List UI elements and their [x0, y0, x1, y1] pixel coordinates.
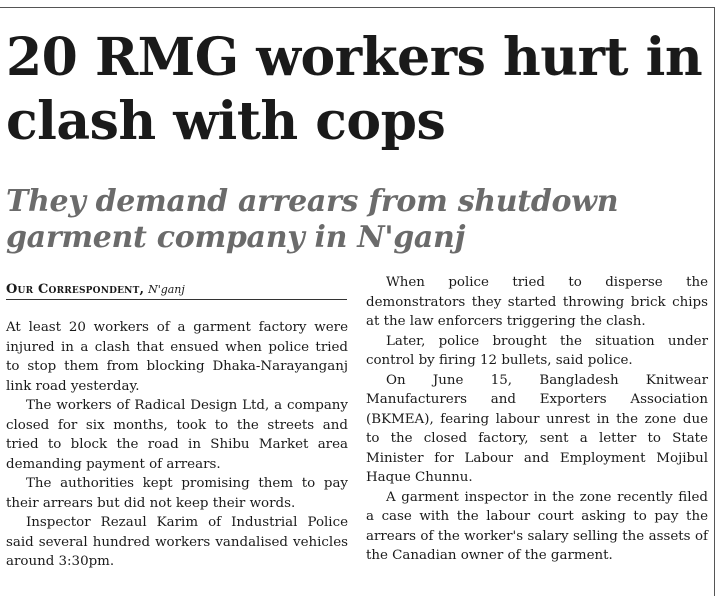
- paragraph: The authorities kept promising them to pay their arrears but did not keep their words.: [6, 476, 348, 511]
- byline-place: N'ganj: [148, 283, 185, 296]
- byline: [6, 282, 346, 297]
- article-column-1: [6, 318, 348, 572]
- paragraph: On June 15, Bangladesh Knitwear Manufacturers and Exporters Association (BKMEA), fearing labour unrest in the zone due to the closed factory, sent a letter to State Minister for Labour and Employment Mojibul Haque Chunnu.: [366, 372, 708, 485]
- paragraph: Inspector Rezaul Karim of Industrial Police said several hundred workers vandalised vehicles around 3:30pm.: [6, 515, 348, 569]
- top-border-rule: [0, 7, 715, 8]
- right-border-rule: [714, 7, 715, 596]
- paragraph: A garment inspector in the zone recently filed a case with the labour court asking to pay the arrears of the worker's salary selling the assets of the Canadian owner of the garment.: [366, 489, 708, 563]
- article-column-2: [366, 273, 708, 566]
- paragraph: Later, police brought the situation under control by firing 12 bullets, said police.: [366, 333, 708, 368]
- article-headline: 20 RMG workers hurt in clash with cops: [6, 27, 703, 152]
- byline-author: Our Correspondent,: [6, 282, 145, 297]
- paragraph: At least 20 workers of a garment factory were injured in a clash that ensued when police tried to stop them from blocking Dhaka-Narayanganj link road yesterday.: [6, 320, 348, 394]
- article-subheadline: They demand arrears from shutdown garment company in N'ganj: [6, 184, 619, 255]
- paragraph: When police tried to disperse the demonstrators they started throwing brick chips at the law enforcers triggering the clash.: [366, 275, 708, 329]
- byline-rule: [6, 299, 347, 300]
- paragraph: The workers of Radical Design Ltd, a company closed for six months, took to the streets and tried to block the road in Shibu Market area demanding payment of arrears.: [6, 398, 348, 472]
